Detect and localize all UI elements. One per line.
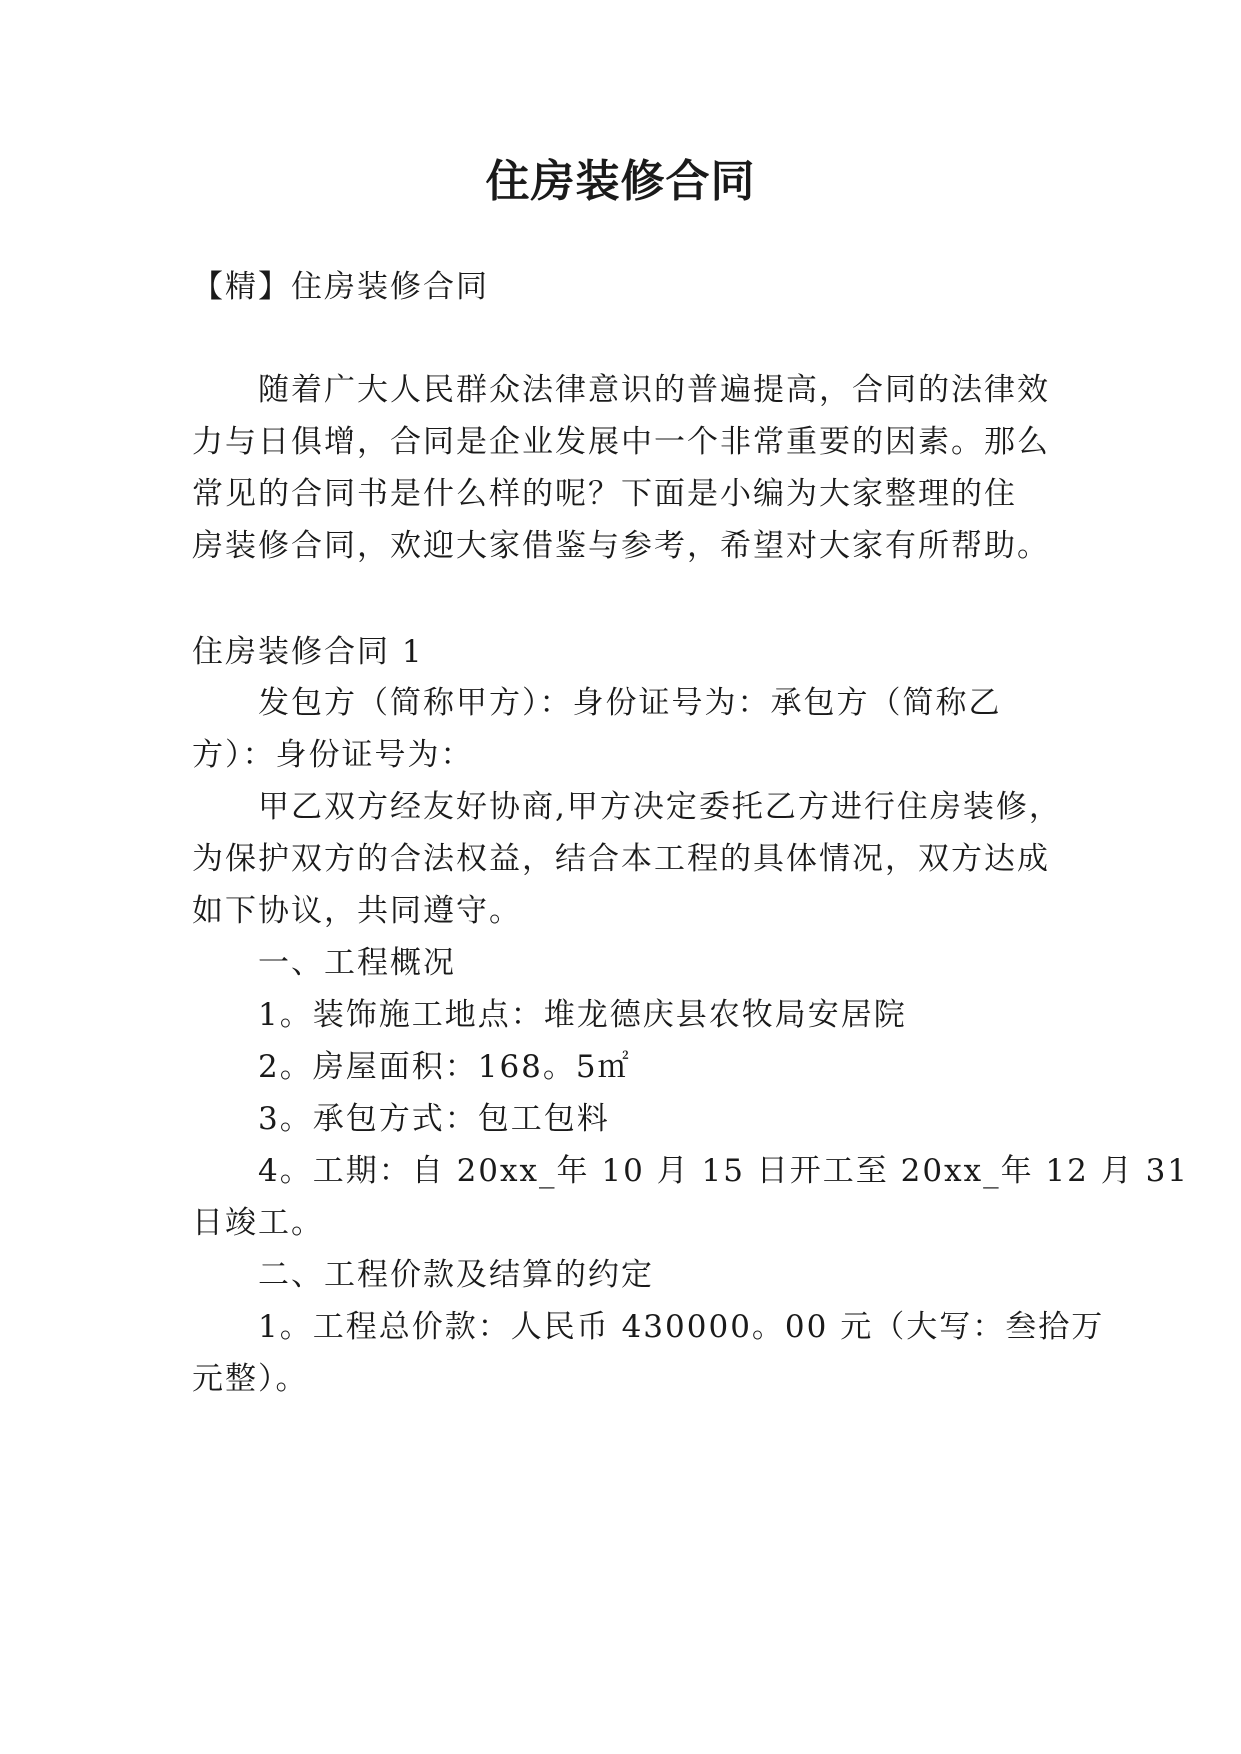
clause-1-4: 4。工期：自 20xx_年 10 月 15 日开工至 20xx_年 12 月 31 xyxy=(258,1153,1190,1189)
clause-1-4-cont: 日竣工。 xyxy=(192,1205,324,1241)
intro-line-1: 随着广大人民群众法律意识的普遍提高，合同的法律效 xyxy=(258,372,1050,408)
clause-1-3: 3。承包方式：包工包料 xyxy=(258,1101,610,1137)
section-heading: 住房装修合同 1 xyxy=(192,634,424,670)
intro-line-3: 常见的合同书是什么样的呢？下面是小编为大家整理的住 xyxy=(192,476,1017,512)
document-subtitle: 【精】住房装修合同 xyxy=(192,269,489,305)
document-title: 住房装修合同 xyxy=(485,156,756,207)
clause-2-1: 1。工程总价款：人民币 430000。00 元（大写：叁拾万 xyxy=(258,1309,1105,1345)
body-line-3: 甲乙双方经友好协商,甲方决定委托乙方进行住房装修， xyxy=(258,789,1062,825)
body-line-5: 如下协议，共同遵守。 xyxy=(192,893,522,929)
clause-1-1: 1。装饰施工地点：堆龙德庆县农牧局安居院 xyxy=(258,997,907,1033)
clause-2-1-cont: 元整）。 xyxy=(192,1361,309,1397)
section-one-heading: 一、工程概况 xyxy=(258,945,456,981)
body-line-2: 方）：身份证号为： xyxy=(192,737,474,773)
intro-line-2: 力与日俱增，合同是企业发展中一个非常重要的因素。那么 xyxy=(192,424,1050,460)
body-line-1: 发包方（简称甲方）：身份证号为：承包方（简称乙 xyxy=(258,685,1002,721)
clause-1-2: 2。房屋面积：168。5㎡ xyxy=(258,1049,631,1085)
section-two-heading: 二、工程价款及结算的约定 xyxy=(258,1257,654,1293)
body-line-4: 为保护双方的合法权益，结合本工程的具体情况，双方达成 xyxy=(192,841,1050,877)
intro-line-4: 房装修合同，欢迎大家借鉴与参考，希望对大家有所帮助。 xyxy=(192,528,1050,564)
